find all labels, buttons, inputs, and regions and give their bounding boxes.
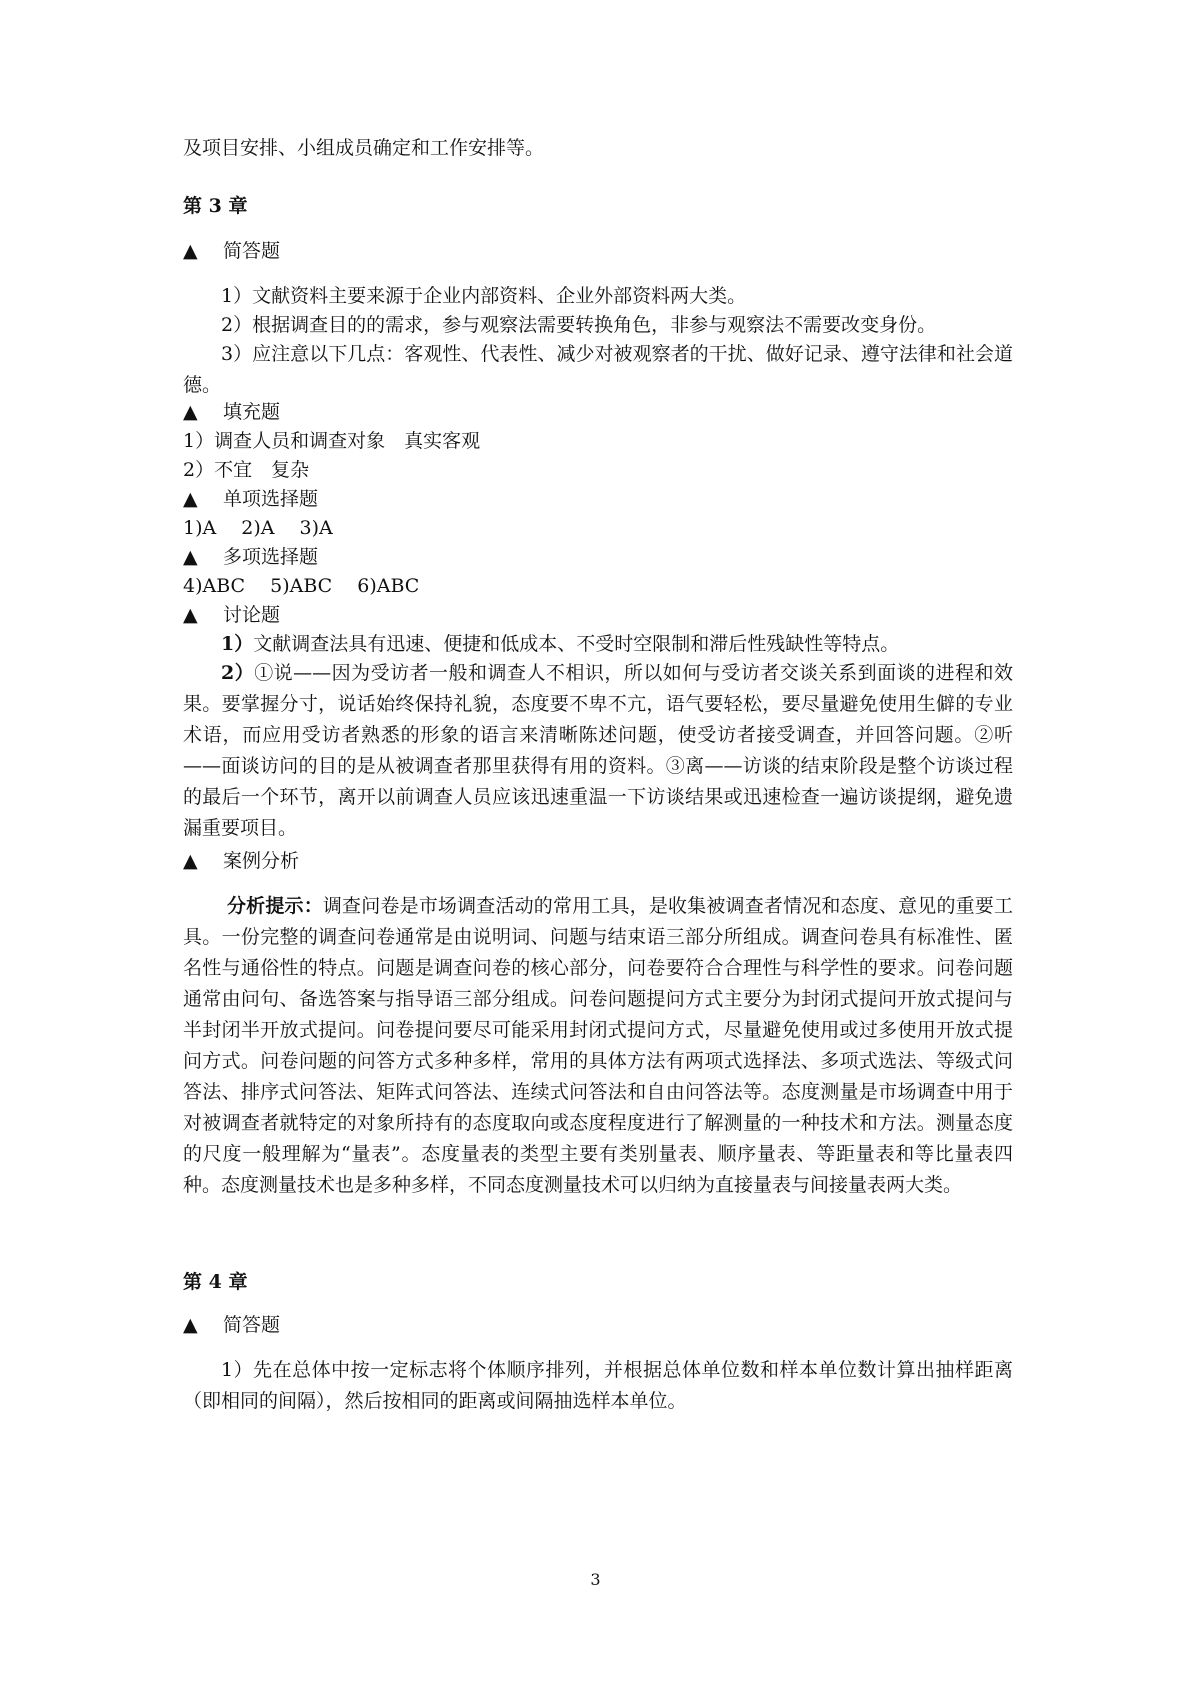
intro-line: 及项目安排、小组成员确定和工作安排等。 — [183, 137, 545, 159]
ch3-short-answer-item-1: 1）文献资料主要来源于企业内部资料、企业外部资料两大类。 — [221, 285, 747, 307]
triangle-marker-icon: ▲ — [183, 850, 198, 872]
ch3-multi-choice-heading: ▲ 多项选择题 — [183, 542, 1013, 573]
case-lead: 分析提示： — [227, 895, 323, 917]
ch3-fill-blank-heading: ▲ 填充题 — [183, 397, 1013, 428]
chapter-4-title: 第 4 章 — [183, 1271, 248, 1293]
document-page — [183, 0, 1013, 1684]
ch3-short-answer-heading: ▲ 简答题 — [183, 236, 1013, 267]
ch4-short-answer-item-1: 1）先在总体中按一定标志将个体顺序排列，并根据总体单位数和样本单位数计算出抽样距离（即相同的间隔），然后按相同的距离或间隔抽选样本单位。 — [183, 1359, 1013, 1412]
triangle-marker-icon: ▲ — [183, 488, 198, 510]
ch3-single-choice-answers: 1)A 2)A 3)A — [183, 517, 333, 539]
ch3-case-paragraph: 分析提示：调查问卷是市场调查活动的常用工具，是收集被调查者情况和态度、意见的重要工具。一份完整的调查问卷通常是由说明词、问题与结束语三部分所组成。调查问卷具有标准性、匿名性与通俗性的特点。问题是调查问卷的核心部分，问卷要符合合理性与科学性的要求。问卷问题通常由问句、备选答案与指导语三部分组成。问卷问题提问方式主要分为封闭式提问开放式提问与半封闭半开放式提问。问卷提问要尽可能采用封闭式提问方式，尽量避免使用或过多使用开放式提问方式。问卷问题的问答方式多种多样，常用的具体方法有两项式选择法、多项式选法、等级式问答法、排序式问答法、矩阵式问答法、连续式问答法和自由问答法等。态度测量是市场调查中用于对被调查者就特定的对象所持有的态度取向或态度程度进行了解测量的一种技术和方法。测量态度的尺度一般理解为“量表”。态度量表的类型主要有类别量表、顺序量表、等距量表和等比量表四种。态度测量技术也是多种多样，不同态度测量技术可以归纳为直接量表与间接量表两大类。 — [183, 895, 1013, 1196]
page-number: 3 — [590, 1570, 601, 1589]
triangle-marker-icon: ▲ — [183, 240, 198, 262]
ch3-discussion-item-1: 1）文献调查法具有迅速、便捷和低成本、不受时空限制和滞后性残缺性等特点。 — [221, 633, 900, 655]
triangle-marker-icon: ▲ — [183, 1314, 198, 1336]
ch3-discussion-heading: ▲ 讨论题 — [183, 600, 1013, 631]
triangle-marker-icon: ▲ — [183, 546, 198, 568]
triangle-marker-icon: ▲ — [183, 604, 198, 626]
ch3-multi-choice-answers: 4)ABC 5)ABC 6)ABC — [183, 575, 420, 597]
ch4-short-answer-heading: ▲ 简答题 — [183, 1310, 1013, 1341]
ch3-discussion-item-2: 2）①说——因为受访者一般和调查人不相识，所以如何与受访者交谈关系到面谈的进程和效果。要掌握分寸，说话始终保持礼貌，态度要不卑不亢，语气要轻松，要尽量避免使用生僻的专业术语，而应用受访者熟悉的形象的语言来清晰陈述问题，使受访者接受调查，并回答问题。②听——面谈访问的目的是从被调查者那里获得有用的资料。③离——访谈的结束阶段是整个访谈过程的最后一个环节，离开以前调查人员应该迅速重温一下访谈结果或迅速检查一遍访谈提纲，避免遗漏重要项目。 — [183, 662, 1013, 839]
ch3-short-answer-item-2: 2）根据调查目的的需求，参与观察法需要转换角色，非参与观察法不需要改变身份。 — [221, 314, 937, 336]
ch3-fill-blank-item-2: 2）不宜 复杂 — [183, 459, 310, 481]
ch3-short-answer-item-3: 3）应注意以下几点：客观性、代表性、减少对被观察者的干扰、做好记录、遵守法律和社会道德。 — [183, 343, 1013, 396]
chapter-3-title: 第 3 章 — [183, 195, 248, 217]
ch3-case-heading: ▲ 案例分析 — [183, 846, 1013, 877]
ch3-fill-blank-item-1: 1）调查人员和调查对象 真实客观 — [183, 430, 481, 452]
ch3-single-choice-heading: ▲ 单项选择题 — [183, 484, 1013, 515]
triangle-marker-icon: ▲ — [183, 401, 198, 423]
